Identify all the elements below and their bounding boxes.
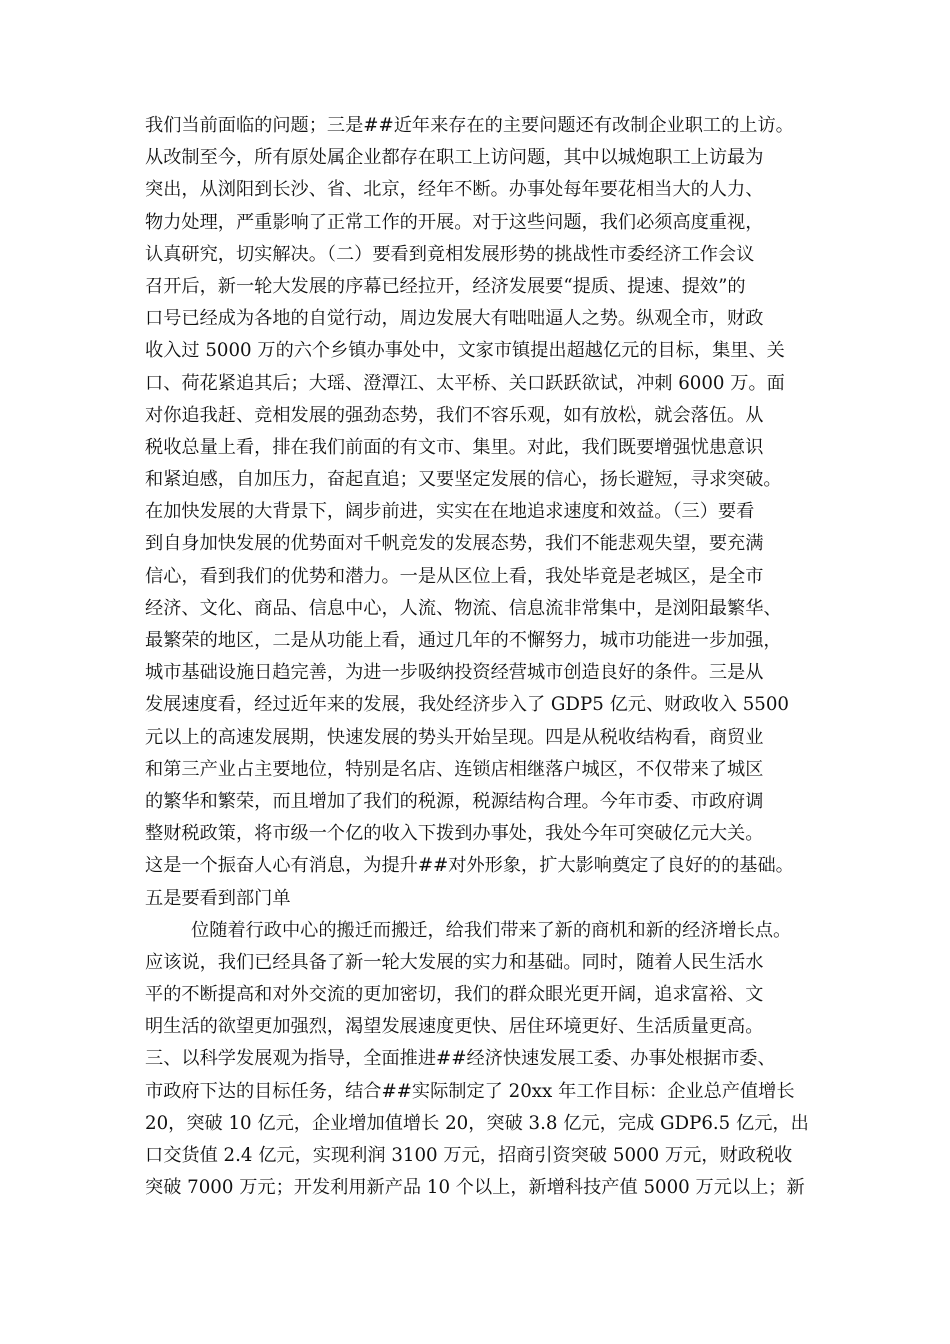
text-line: 这是一个振奋人心有消息，为提升##对外形象，扩大影响奠定了良好的的基础。 <box>145 855 794 877</box>
text-line: 我们当前面临的问题；三是##近年来存在的主要问题还有改制企业职工的上访。 <box>145 115 794 136</box>
text-line: 信心，看到我们的优势和潜力。一是从区位上看，我处毕竟是老城区，是全市 <box>145 565 764 587</box>
text-line: 经济、文化、商品、信息中心，人流、物流、信息流非常集中，是浏阳最繁华、 <box>145 597 782 619</box>
text-line: 突破 7000 万元；开发利用新产品 10 个以上，新增科技产值 5000 万元以上；新 <box>145 1177 805 1199</box>
text-line: 口交货值 2.4 亿元，实现利润 3100 万元，招商引资突破 5000 万元，财政税收 <box>145 1145 793 1166</box>
text-line: 和紧迫感，自加压力，奋起直追；又要坚定发展的信心，扬长避短，寻求突破。 <box>145 469 782 491</box>
text-line: 物力处理，严重影响了正常工作的开展。对于这些问题，我们必须高度重视， <box>145 211 764 233</box>
text-line: 最繁荣的地区，二是从功能上看，通过几年的不懈努力，城市功能进一步加强， <box>145 630 782 651</box>
text-line: 平的不断提高和对外交流的更加密切，我们的群众眼光更开阔，追求富裕、文 <box>145 984 764 1006</box>
text-line: 三、以科学发展观为指导，全面推进##经济快速发展工委、办事处根据市委、 <box>145 1048 776 1070</box>
text-line: 和第三产业占主要地位，特别是名店、连锁店相继落户城区，不仅带来了城区 <box>145 758 764 780</box>
text-line: 口、荷花紧追其后；大瑶、澄潭江、太平桥、关口跃跃欲试，冲刺 6000 万。面 <box>145 372 785 394</box>
document-body <box>145 110 810 1204</box>
text-line: 明生活的欲望更加强烈，渴望发展速度更快、居住环境更好、生活质量更高。 <box>145 1016 764 1038</box>
text-line: 从改制至今，所有原处属企业都存在职工上访问题，其中以城炮职工上访最为 <box>145 147 764 169</box>
text-line: 20，突破 10 亿元，企业增加值增长 20，突破 3.8 亿元，完成 GDP6.5 亿元，出 <box>145 1112 809 1134</box>
text-line: 五是要看到部门单 <box>145 887 291 909</box>
paragraph-2 <box>145 915 810 1205</box>
text-line: 认真研究，切实解决。（二）要看到竟相发展形势的挑战性市委经济工作会议 <box>145 243 755 265</box>
text-line: 市政府下达的目标任务，结合##实际制定了 20xx 年工作目标：企业总产值增长 <box>145 1080 795 1102</box>
text-line: 对你追我赶、竞相发展的强劲态势，我们不容乐观，如有放松，就会落伍。从 <box>145 404 764 426</box>
text-line: 召开后，新一轮大发展的序幕已经拉开，经济发展要“提质、提速、提效”的 <box>145 275 746 297</box>
text-line: 的繁华和繁荣，而且增加了我们的税源，税源结构合理。今年市委、市政府调 <box>145 790 764 812</box>
text-line: 突出，从浏阳到长沙、省、北京，经年不断。办事处每年要花相当大的人力、 <box>145 179 764 201</box>
text-line: 税收总量上看，排在我们前面的有文市、集里。对此，我们既要增强忧患意识 <box>145 436 764 458</box>
paragraph-1 <box>145 110 810 915</box>
text-line: 应该说，我们已经具备了新一轮大发展的实力和基础。同时，随着人民生活水 <box>145 951 764 973</box>
text-line: 城市基础设施日趋完善，为进一步吸纳投资经营城市创造良好的条件。三是从 <box>145 662 764 684</box>
text-line: 在加快发展的大背景下，阔步前进，实实在在地追求速度和效益。（三）要看 <box>145 501 755 523</box>
text-line: 位随着行政中心的搬迁而搬迁，给我们带来了新的商机和新的经济增长点。 <box>191 919 792 941</box>
text-line: 收入过 5000 万的六个乡镇办事处中，文家市镇提出超越亿元的目标，集里、关 <box>145 340 785 362</box>
text-line: 口号已经成为各地的自觉行动，周边发展大有咄咄逼人之势。纵观全市，财政 <box>145 308 764 330</box>
text-line: 到自身加快发展的优势面对千帆竞发的发展态势，我们不能悲观失望，要充满 <box>145 533 764 555</box>
text-line: 元以上的高速发展期，快速发展的势头开始呈现。四是从税收结构看，商贸业 <box>145 726 764 748</box>
text-line: 整财税政策，将市级一个亿的收入下拨到办事处，我处今年可突破亿元大关。 <box>145 823 764 845</box>
text-line: 发展速度看，经过近年来的发展，我处经济步入了 GDP5 亿元、财政收入 5500 <box>145 694 789 716</box>
